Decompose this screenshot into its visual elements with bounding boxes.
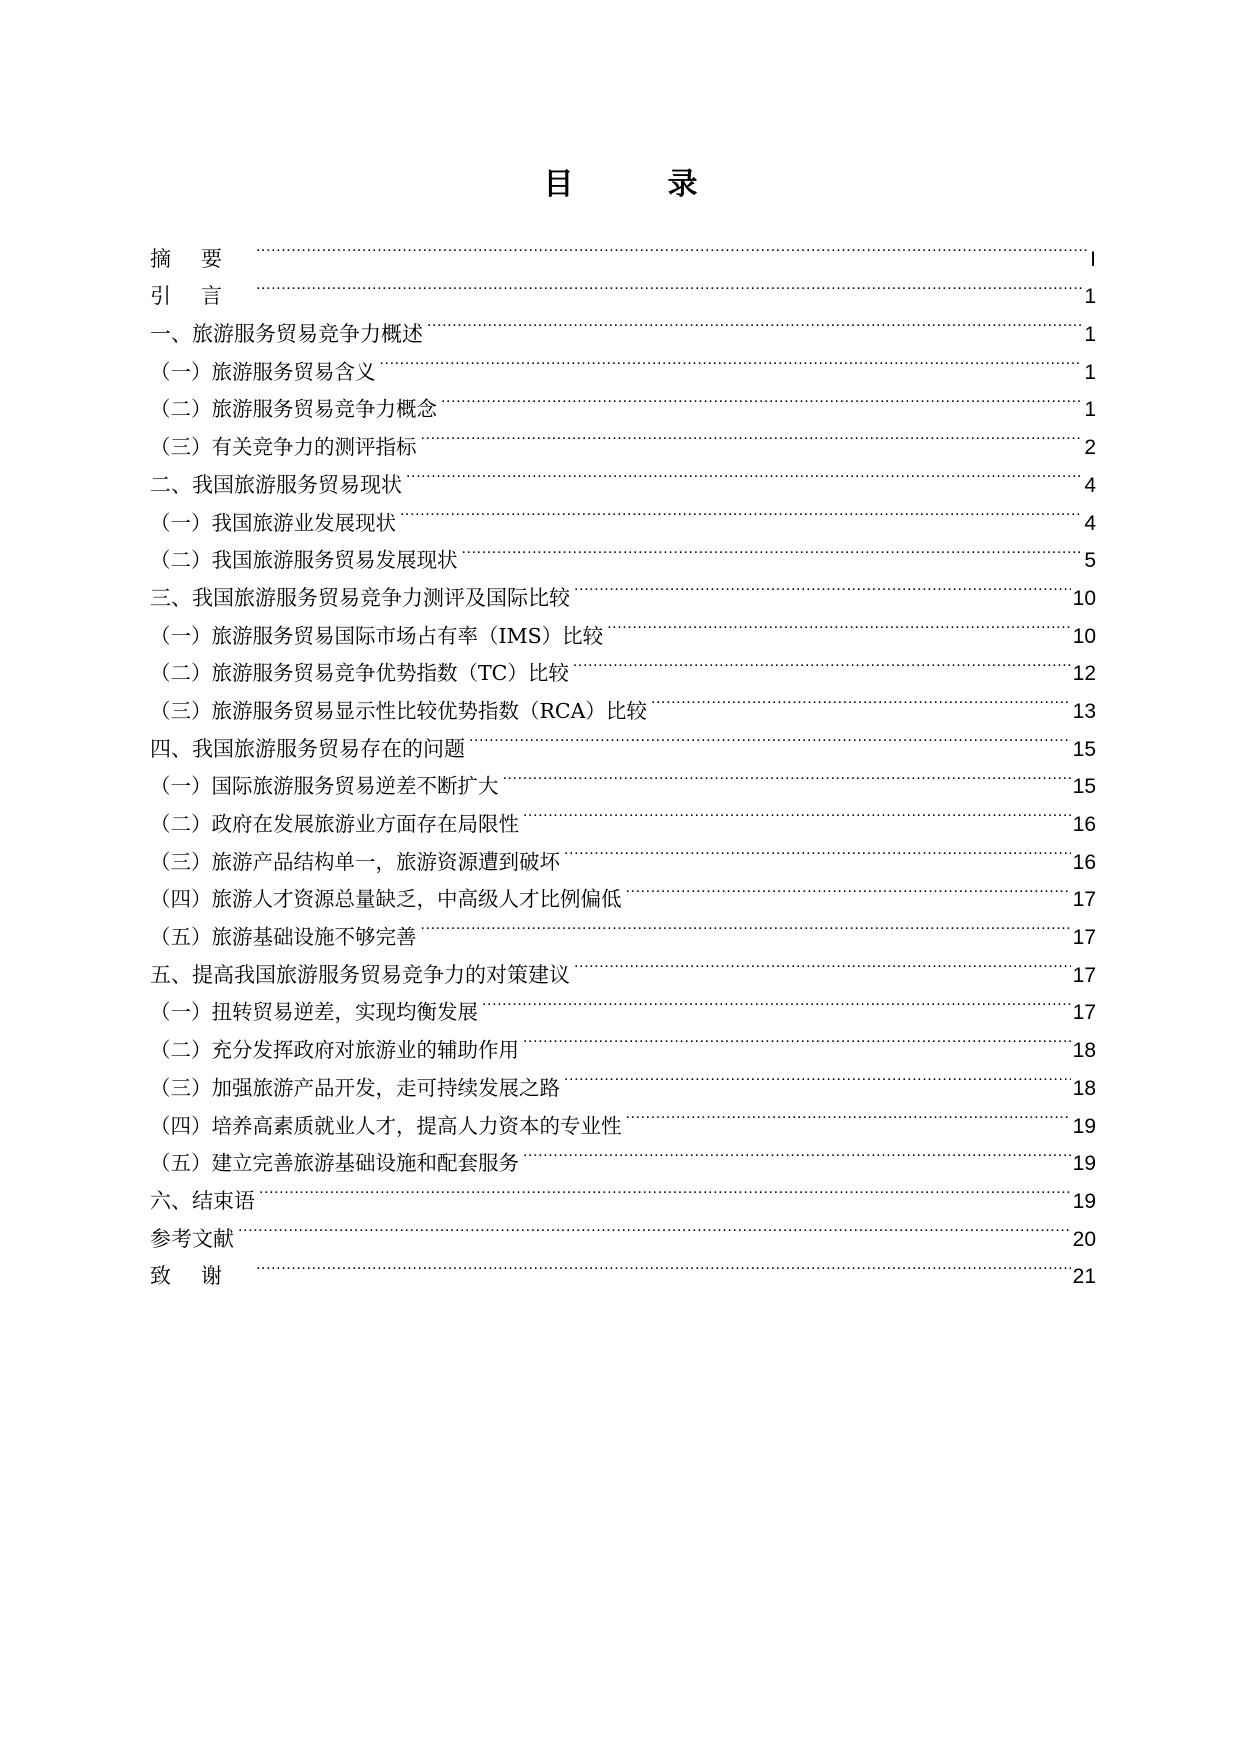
toc-entry-label: （一）扭转贸易逆差，实现均衡发展	[150, 1000, 478, 1025]
toc-entry[interactable]	[150, 1246, 1096, 1289]
toc-entry-page-number: 12	[1072, 662, 1096, 686]
toc-dot-leader	[651, 680, 1071, 718]
toc-entry-label: 五、提高我国旅游服务贸易竞争力的对策建议	[150, 962, 570, 987]
toc-entry-label: 三、我国旅游服务贸易竞争力测评及国际比较	[150, 585, 570, 610]
toc-entry-page-number: 2	[1084, 436, 1096, 460]
toc-entry-page-number: 15	[1072, 737, 1096, 761]
toc-entry-label: （三）旅游服务贸易显示性比较优势指数（RCA）比较	[150, 698, 647, 723]
toc-dot-leader	[574, 944, 1071, 982]
toc-entry-page-number: 21	[1072, 1265, 1096, 1289]
toc-dot-leader	[462, 530, 1083, 568]
toc-dot-leader	[626, 869, 1071, 907]
toc-entry-page-number: 16	[1072, 813, 1096, 836]
toc-entry-page-number: 17	[1072, 1001, 1096, 1025]
toc-entry-label: 六、结束语	[150, 1188, 255, 1213]
toc-entry-label: （二）政府在发展旅游业方面存在局限性	[150, 812, 519, 836]
toc-entry-label: （二）旅游服务贸易竞争力概念	[150, 397, 437, 422]
toc-entry-page-number: 15	[1072, 775, 1096, 799]
toc-entry-label: 摘要	[150, 246, 252, 271]
toc-entry-label: （一）旅游服务贸易含义	[150, 359, 376, 384]
toc-entry-page-number: 18	[1072, 1076, 1096, 1100]
toc-entry-page-number: 10	[1072, 586, 1096, 610]
toc-dot-leader	[626, 1095, 1071, 1133]
toc-entry-page-number: 13	[1072, 699, 1096, 723]
toc-entry-page-number: 1	[1084, 398, 1096, 422]
toc-entry-label: 一、旅游服务贸易竞争力概述	[150, 322, 423, 347]
toc-dot-leader	[503, 756, 1071, 794]
toc-entry-label: （五）建立完善旅游基础设施和配套服务	[150, 1151, 519, 1176]
table-of-contents	[150, 228, 1096, 1289]
toc-dot-leader	[573, 643, 1071, 681]
toc-entry-label: （二）充分发挥政府对旅游业的辅助作用	[150, 1038, 519, 1063]
toc-dot-leader	[482, 982, 1071, 1020]
toc-entry-page-number: 19	[1072, 1189, 1096, 1213]
toc-dot-leader	[380, 341, 1083, 379]
toc-entry-label: 引言	[150, 284, 252, 309]
toc-entry-page-number: 4	[1084, 473, 1096, 497]
toc-entry-page-number: 4	[1084, 511, 1096, 535]
toc-dot-leader	[607, 605, 1071, 643]
toc-entry-page-number: 20	[1072, 1227, 1096, 1251]
toc-dot-leader	[427, 303, 1082, 341]
toc-dot-leader	[259, 1170, 1071, 1208]
toc-entry-label: 参考文献	[150, 1226, 234, 1251]
toc-dot-leader	[574, 567, 1071, 605]
toc-entry-page-number: I	[1090, 247, 1096, 271]
toc-entry[interactable]	[150, 1170, 1096, 1213]
toc-entry-label: （一）旅游服务贸易国际市场占有率（IMS）比较	[150, 623, 604, 648]
toc-dot-leader	[469, 718, 1071, 756]
toc-entry-label: （三）有关竞争力的测评指标	[150, 435, 417, 460]
toc-entry-page-number: 19	[1072, 1152, 1096, 1176]
toc-entry-label: （四）培养高素质就业人才，提高人力资本的专业性	[150, 1113, 622, 1138]
toc-entry-page-number: 19	[1072, 1114, 1096, 1138]
toc-dot-leader	[441, 379, 1082, 417]
toc-entry-page-number: 16	[1072, 850, 1096, 874]
toc-dot-leader	[256, 228, 1088, 266]
toc-dot-leader	[406, 454, 1082, 492]
toc-entry-page-number: 1	[1084, 360, 1096, 384]
toc-entry-label: （二）旅游服务贸易竞争优势指数（TC）比较	[150, 661, 569, 686]
toc-entry-page-number: 1	[1084, 285, 1096, 309]
toc-entry-label: （三）加强旅游产品开发，走可持续发展之路	[150, 1075, 560, 1100]
toc-entry-page-number: 10	[1072, 624, 1096, 648]
toc-dot-leader	[421, 906, 1071, 944]
toc-entry[interactable]	[150, 303, 1096, 347]
toc-entry-page-number: 5	[1084, 549, 1096, 573]
toc-dot-leader	[400, 492, 1082, 530]
toc-dot-leader	[238, 1208, 1071, 1246]
toc-entry-label: （五）旅游基础设施不够完善	[150, 925, 417, 950]
toc-entry-label: （三）旅游产品结构单一，旅游资源遭到破坏	[150, 849, 560, 874]
page-title: 目 录	[543, 167, 730, 203]
toc-entry[interactable]	[150, 1208, 1096, 1251]
toc-dot-leader	[564, 831, 1071, 869]
toc-entry-label: （二）我国旅游服务贸易发展现状	[150, 548, 458, 573]
toc-entry-label: （四）旅游人才资源总量缺乏，中高级人才比例偏低	[150, 887, 622, 912]
toc-entry-page-number: 17	[1072, 963, 1096, 987]
toc-entry-label: 二、我国旅游服务贸易现状	[150, 472, 402, 497]
toc-dot-leader	[523, 1019, 1071, 1057]
toc-dot-leader	[256, 266, 1082, 304]
toc-entry-label: 致谢	[150, 1264, 252, 1289]
toc-dot-leader	[564, 1057, 1071, 1095]
toc-entry[interactable]	[150, 266, 1096, 309]
toc-entry-label: （一）国际旅游服务贸易逆差不断扩大	[150, 774, 499, 799]
toc-entry-page-number: 1	[1084, 323, 1096, 347]
toc-dot-leader	[523, 1133, 1071, 1171]
toc-entry-page-number: 18	[1072, 1039, 1096, 1063]
toc-entry[interactable]	[150, 228, 1096, 271]
toc-entry-page-number: 17	[1072, 888, 1096, 912]
toc-dot-leader	[256, 1246, 1071, 1284]
toc-entry-label: 四、我国旅游服务贸易存在的问题	[150, 736, 465, 761]
toc-entry-page-number: 17	[1072, 926, 1096, 950]
toc-dot-leader	[421, 416, 1083, 454]
toc-dot-leader	[523, 793, 1071, 831]
toc-entry-label: （一）我国旅游业发展现状	[150, 510, 396, 535]
